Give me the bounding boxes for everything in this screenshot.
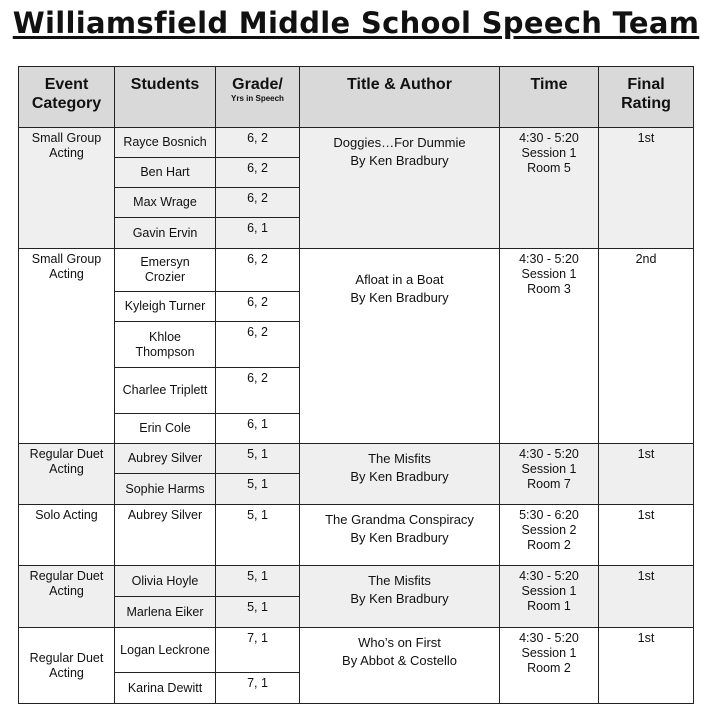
time-cell: 4:30 - 5:20 Session 1 Room 7 [500, 444, 599, 505]
student-name: Charlee Triplett [115, 368, 216, 414]
piece-title: Doggies…For Dummie [333, 135, 466, 150]
student-name: Karina Dewitt [115, 673, 216, 704]
student-grade: 6, 2 [216, 188, 300, 218]
event-category-cell: Small Group Acting [19, 128, 115, 249]
table-row [19, 566, 694, 597]
student-name: Aubrey Silver [115, 444, 216, 474]
final-rating-cell: 1st [599, 444, 694, 505]
piece-author: By Abbot & Costello [342, 653, 457, 668]
student-name: Rayce Bosnich [115, 128, 216, 158]
student-grade: 7, 1 [216, 673, 300, 704]
event-category-cell: Regular Duet Acting [19, 566, 115, 628]
table-row [19, 628, 694, 673]
student-name: Gavin Ervin [115, 218, 216, 249]
student-grade: 6, 2 [216, 292, 300, 322]
header-event-category: Event Category [19, 67, 115, 128]
event-category-cell: Regular Duet Acting [19, 628, 115, 704]
time-cell: 4:30 - 5:20 Session 1 Room 5 [500, 128, 599, 249]
student-grade: 6, 2 [216, 322, 300, 368]
student-grade: 6, 1 [216, 218, 300, 249]
piece-author: By Ken Bradbury [350, 591, 449, 606]
time-cell: 4:30 - 5:20 Session 1 Room 2 [500, 628, 599, 704]
student-name: Logan Leckrone [115, 628, 216, 673]
student-grade: 6, 2 [216, 249, 300, 292]
piece-title: The Misfits [368, 573, 431, 588]
student-grade: 7, 1 [216, 628, 300, 673]
student-grade: 5, 1 [216, 566, 300, 597]
student-name: Marlena Eiker [115, 597, 216, 628]
final-rating-cell: 1st [599, 628, 694, 704]
header-students: Students [115, 67, 216, 128]
header-time: Time [500, 67, 599, 128]
student-grade: 6, 1 [216, 414, 300, 444]
student-grade: 5, 1 [216, 597, 300, 628]
student-grade: 5, 1 [216, 444, 300, 474]
title-author-cell [300, 505, 500, 566]
time-cell: 5:30 - 6:20 Session 2 Room 2 [500, 505, 599, 566]
student-name: Khloe Thompson [115, 322, 216, 368]
event-category-cell: Small Group Acting [19, 249, 115, 444]
title-author-cell [300, 249, 500, 444]
student-name: Emersyn Crozier [115, 249, 216, 292]
student-grade: 5, 1 [216, 474, 300, 505]
piece-title: Who’s on First [358, 635, 441, 650]
student-grade: 5, 1 [216, 505, 300, 566]
final-rating-cell: 1st [599, 566, 694, 628]
student-name: Olivia Hoyle [115, 566, 216, 597]
title-author-cell [300, 128, 500, 249]
table-row [19, 505, 694, 566]
time-cell: 4:30 - 5:20 Session 1 Room 3 [500, 249, 599, 444]
student-name: Aubrey Silver [115, 505, 216, 566]
student-grade: 6, 2 [216, 368, 300, 414]
header-grade: Grade/ Yrs in Speech [216, 67, 300, 128]
piece-author: By Ken Bradbury [350, 290, 449, 305]
header-final-rating: Final Rating [599, 67, 694, 128]
student-grade: 6, 2 [216, 158, 300, 188]
event-category-cell: Solo Acting [19, 505, 115, 566]
piece-author: By Ken Bradbury [350, 153, 449, 168]
student-grade: 6, 2 [216, 128, 300, 158]
student-name: Max Wrage [115, 188, 216, 218]
piece-author: By Ken Bradbury [350, 469, 449, 484]
final-rating-cell: 1st [599, 128, 694, 249]
piece-title: Afloat in a Boat [355, 272, 444, 287]
title-author-cell [300, 566, 500, 628]
piece-author: By Ken Bradbury [350, 530, 449, 545]
final-rating-cell: 2nd [599, 249, 694, 444]
speech-team-table [18, 66, 694, 704]
title-author-cell [300, 444, 500, 505]
table-row [19, 249, 694, 292]
table-row [19, 444, 694, 474]
student-name: Ben Hart [115, 158, 216, 188]
title-author-cell [300, 628, 500, 704]
header-title-author: Title & Author [300, 67, 500, 128]
student-name: Erin Cole [115, 414, 216, 444]
page-title: Williamsfield Middle School Speech Team [12, 6, 700, 40]
event-category-cell: Regular Duet Acting [19, 444, 115, 505]
final-rating-cell: 1st [599, 505, 694, 566]
piece-title: The Grandma Conspiracy [325, 512, 474, 527]
table-row [19, 128, 694, 158]
student-name: Sophie Harms [115, 474, 216, 505]
header-grade-sub: Yrs in Speech [231, 94, 284, 103]
time-cell: 4:30 - 5:20 Session 1 Room 1 [500, 566, 599, 628]
student-name: Kyleigh Turner [115, 292, 216, 322]
piece-title: The Misfits [368, 451, 431, 466]
